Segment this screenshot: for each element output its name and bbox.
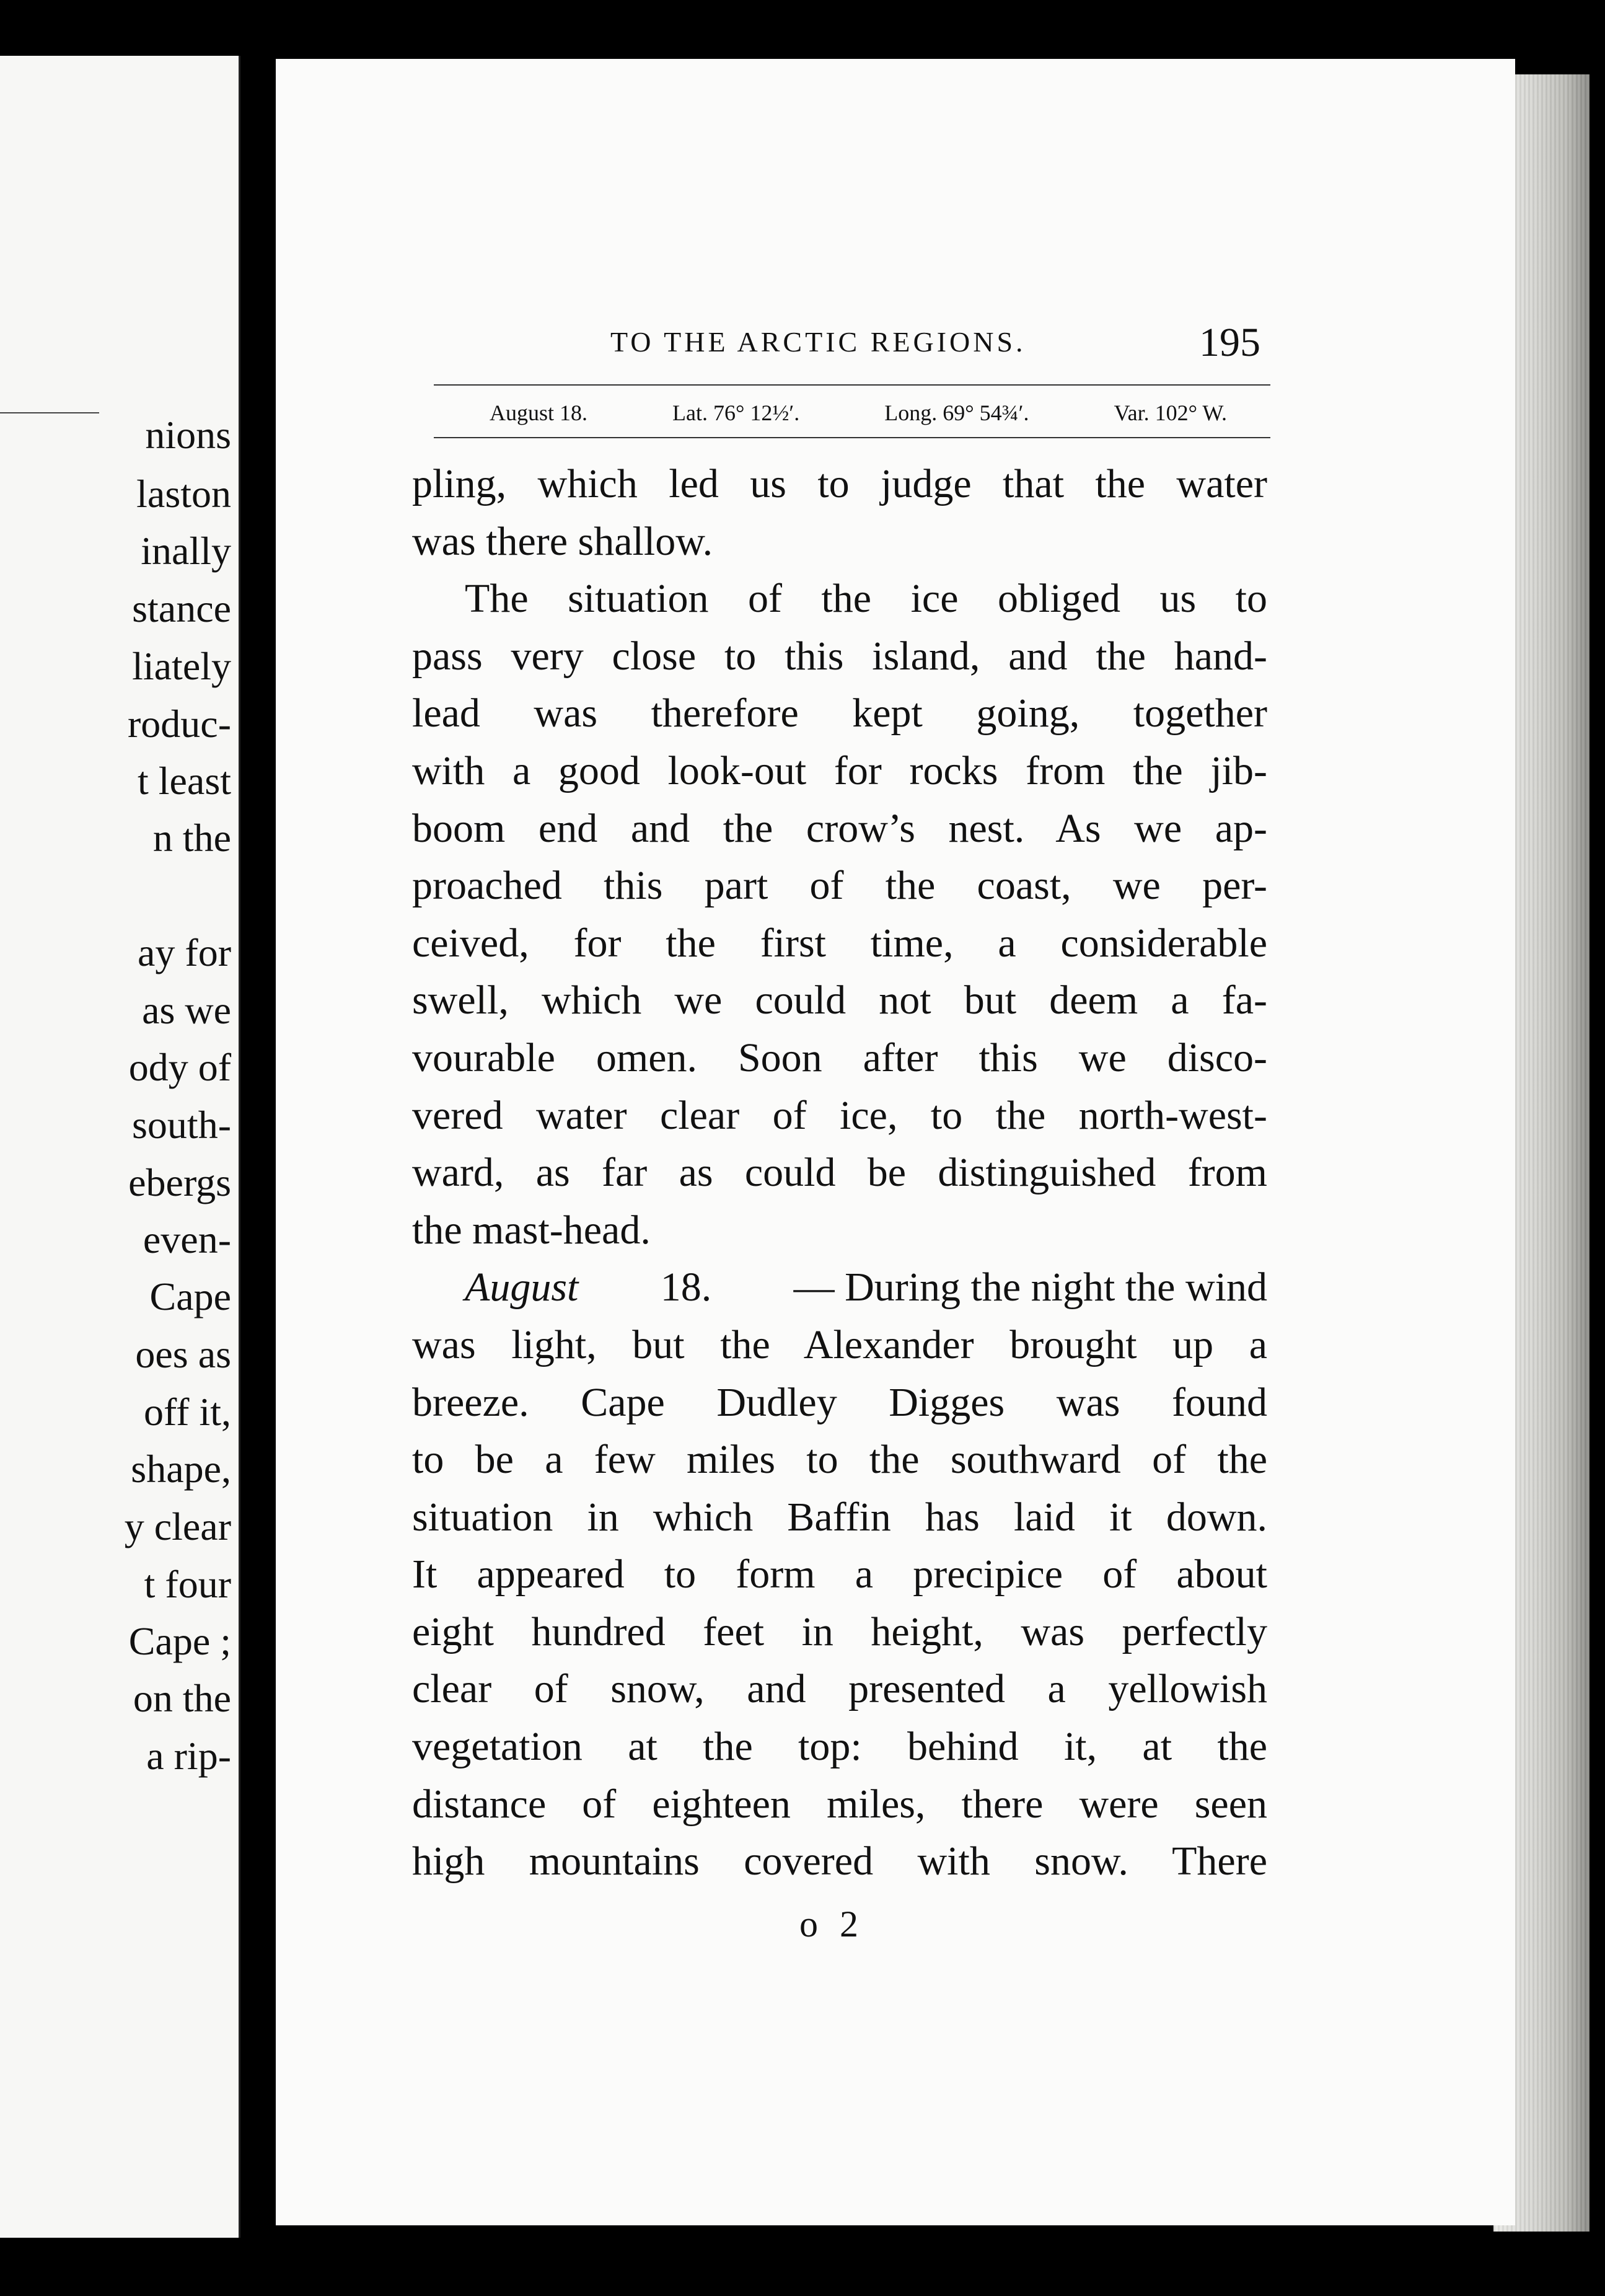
left-page-line: stance <box>132 586 231 630</box>
body-line-text: ward, as far as could be distinguished from <box>412 1150 1267 1196</box>
body-line-text: swell, which we could not but deem a fa- <box>412 978 1267 1023</box>
body-line-text: The situation of the ice obliged us to <box>465 576 1267 622</box>
body-line-text: pling, which led us to judge that the water <box>412 461 1267 506</box>
body-line <box>412 1202 1267 1260</box>
body-line-text: breeze. Cape Dudley Digges was found <box>412 1379 1267 1425</box>
log-latitude: Lat. 76° 12½′. <box>672 400 800 425</box>
body-line <box>412 972 1267 1030</box>
body-line <box>412 1144 1267 1202</box>
body-line-text: lead was therefore kept going, together <box>412 691 1267 736</box>
body-line <box>412 1489 1267 1547</box>
body-line-text: clear of snow, and presented a yellowish <box>412 1666 1267 1712</box>
left-page-line: roduc- <box>127 702 231 746</box>
body-line-text: with a good look-out for rocks from the jib- <box>412 748 1267 793</box>
body-line-text: pass very close to this island, and the hand- <box>412 633 1267 679</box>
body-line-text: situation in which Baffin has laid it down. <box>412 1494 1267 1540</box>
body-line <box>412 1661 1267 1718</box>
body-line <box>412 1546 1267 1604</box>
left-page-line: even- <box>143 1217 231 1261</box>
left-facing-page <box>0 56 240 2238</box>
left-page-line: oes as <box>135 1332 231 1376</box>
header-rule-top <box>434 384 1270 386</box>
left-page-line: ay for <box>137 930 231 974</box>
body-line <box>412 1604 1267 1661</box>
body-line <box>412 743 1267 800</box>
body-line-text: boom end and the crow’s nest. As we ap- <box>412 805 1267 851</box>
body-line-text: the mast-head. <box>412 1207 651 1253</box>
body-line <box>412 570 1267 628</box>
left-page-line: liately <box>132 644 231 688</box>
body-line <box>412 1833 1267 1891</box>
running-head: TO THE ARCTIC REGIONS. <box>610 326 1026 358</box>
body-line <box>412 1087 1267 1145</box>
left-page-line: off it, <box>143 1390 231 1434</box>
body-line-text: was there shallow. <box>412 518 713 564</box>
body-line <box>412 1776 1267 1834</box>
left-page-line: south- <box>132 1103 231 1147</box>
body-line <box>412 628 1267 686</box>
left-page-line: a rip- <box>146 1734 231 1778</box>
body-line-text: vegetation at the top: behind it, at the <box>412 1724 1267 1770</box>
left-page-line: laston <box>136 472 231 516</box>
body-line <box>412 1431 1267 1489</box>
body-line-text: was light, but the Alexander brought up a <box>412 1322 1267 1367</box>
left-page-line: on the <box>133 1676 231 1720</box>
body-line <box>412 915 1267 973</box>
left-page-line: ebergs <box>128 1160 231 1204</box>
body-line <box>412 513 1267 571</box>
body-line <box>412 1030 1267 1087</box>
left-page-line: shape, <box>131 1447 231 1491</box>
body-line-text: to be a few miles to the southward of the <box>412 1437 1267 1483</box>
left-page-line: Cape <box>149 1274 231 1318</box>
left-page-line: ody of <box>128 1045 231 1089</box>
left-page-line: inally <box>141 529 231 573</box>
body-line <box>412 1374 1267 1432</box>
header-rule-bottom <box>434 437 1270 438</box>
body-line <box>412 1259 1267 1317</box>
body-line <box>412 1718 1267 1776</box>
signature-mark: o 2 <box>799 1904 864 1945</box>
body-line <box>412 685 1267 743</box>
log-line <box>490 400 1227 426</box>
body-line-text: proached this part of the coast, we per- <box>412 863 1267 909</box>
body-line <box>412 800 1267 858</box>
body-line-text: vourable omen. Soon after this we disco- <box>412 1035 1267 1080</box>
log-longitude: Long. 69° 54¾′. <box>884 400 1029 425</box>
body-line-text: eight hundred feet in height, was perfectly <box>412 1609 1267 1654</box>
log-variation: Var. 102° W. <box>1114 400 1227 425</box>
body-line-text: It appeared to form a precipice of about <box>412 1552 1267 1597</box>
left-page-line: t four <box>144 1562 231 1606</box>
body-line-text: high mountains covered with snow. There <box>412 1839 1267 1884</box>
log-date: August 18. <box>490 400 588 425</box>
body-line-text: distance of eighteen miles, there were seen <box>412 1781 1267 1827</box>
left-page-line: n the <box>152 816 231 860</box>
body-line <box>412 456 1267 513</box>
left-page-line: t least <box>137 759 231 803</box>
page-number: 195 <box>1199 320 1260 365</box>
left-page-rule <box>0 412 99 413</box>
left-page-line: as we <box>142 988 231 1032</box>
body-line-text: — During the night the wind <box>793 1265 1267 1310</box>
body-text <box>412 456 1267 1891</box>
body-line <box>412 1317 1267 1374</box>
august-date-label: August <box>465 1265 579 1310</box>
left-page-line: y clear <box>124 1504 231 1548</box>
body-line-text: ceived, for the first time, a considerable <box>412 920 1267 966</box>
body-line <box>412 857 1267 915</box>
body-line-text: vered water clear of ice, to the north-west- <box>412 1092 1267 1138</box>
left-page-line: nions <box>145 413 231 457</box>
august-date-day: 18. <box>660 1265 712 1310</box>
left-page-line: Cape ; <box>128 1619 231 1663</box>
